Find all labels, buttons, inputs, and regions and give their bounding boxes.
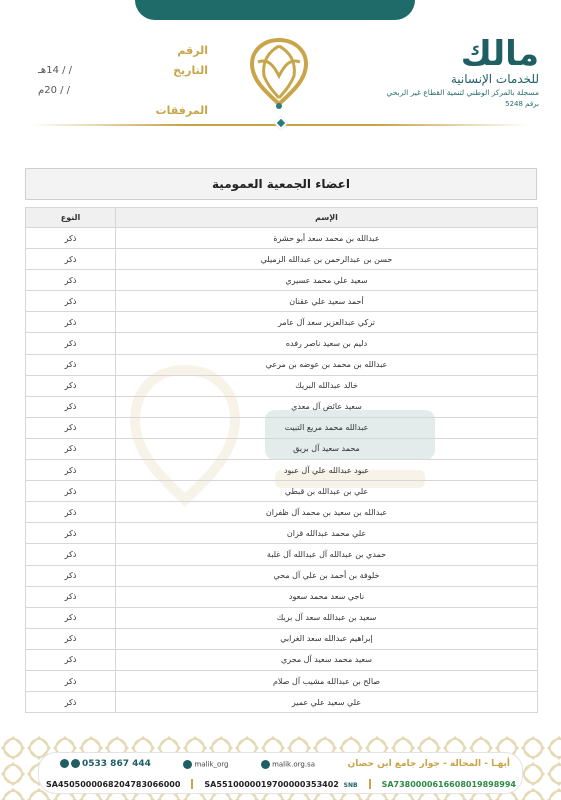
brand-block	[359, 36, 539, 108]
member-name: سعيد محمد سعيد آل مجري	[116, 649, 538, 670]
meta-row-hijri-date	[38, 60, 208, 80]
member-name: علي بن عبدالله بن قبطي	[116, 481, 538, 502]
diamond-ornament-icon	[274, 116, 288, 130]
member-name: محمد سعيد آل بريق	[116, 438, 538, 459]
member-name: علي محمد عبدالله قزان	[116, 523, 538, 544]
globe-icon	[261, 760, 270, 769]
member-gender: ذكر	[26, 460, 116, 481]
member-name: إبراهيم عبدالله سعد الغرابي	[116, 628, 538, 649]
meta-value-gregorian-date: / / 20م	[38, 84, 71, 96]
social-media-icon	[183, 760, 192, 769]
member-gender: ذكر	[26, 692, 116, 713]
member-name: دليم بن سعيد ناصر رفده	[116, 333, 538, 354]
member-gender: ذكر	[26, 312, 116, 333]
table-row	[26, 396, 538, 417]
brand-logo-text: مالك	[460, 34, 539, 74]
footer-ibans	[46, 777, 516, 791]
meta-row-number	[38, 40, 208, 60]
table-row	[26, 502, 538, 523]
member-gender: ذكر	[26, 228, 116, 249]
member-name: سعيد عائض آل معدي	[116, 396, 538, 417]
member-name: سعيد علي محمد عسيري	[116, 270, 538, 291]
iban-2: SA5510000019700000353402	[204, 779, 339, 789]
member-name: تركي عبدالعزيز سعد آل عامر	[116, 312, 538, 333]
footer-contacts	[60, 757, 510, 771]
section-title-box	[25, 168, 537, 200]
member-gender: ذكر	[26, 649, 116, 670]
table-row	[26, 523, 538, 544]
member-gender: ذكر	[26, 417, 116, 438]
table-row	[26, 312, 538, 333]
member-name: عبدالله بن محمد سعد أبو حشرة	[116, 228, 538, 249]
member-gender: ذكر	[26, 670, 116, 691]
member-name: عبدالله بن محمد بن عوضه بن مرعي	[116, 354, 538, 375]
member-name: خالد عبدالله البريك	[116, 375, 538, 396]
website-group	[261, 760, 315, 769]
website-url: malik.org.sa	[272, 760, 315, 768]
registration-number: برقم 5248	[505, 100, 539, 108]
member-name: عبدالله محمد مريع التبيت	[116, 417, 538, 438]
table-row	[26, 291, 538, 312]
table-row	[26, 333, 538, 354]
bank-tag-snb: SNB	[343, 781, 358, 789]
table-row	[26, 649, 538, 670]
member-gender: ذكر	[26, 375, 116, 396]
address-text: أبهـا - المحالة - جوار جامع ابن حصان	[347, 759, 510, 769]
table-row	[26, 586, 538, 607]
member-name: حسن بن عبدالرحمن بن عبدالله الزميلي	[116, 249, 538, 270]
meta-label-number: الرقم	[177, 43, 208, 57]
table-row	[26, 481, 538, 502]
emblem-logo-icon	[244, 32, 314, 112]
meta-row-gregorian-date	[38, 80, 208, 100]
member-gender: ذكر	[26, 333, 116, 354]
member-name: صالح بن عبدالله مشيب آل صلام	[116, 670, 538, 691]
meta-label-date: التاريخ	[173, 63, 208, 77]
member-name: عبدالله بن سعيد بن محمد آل ظفران	[116, 502, 538, 523]
member-name: عبود عبدالله علي آل عبود	[116, 460, 538, 481]
iban-3: SA7380000616608019898994	[381, 779, 516, 789]
member-name: حمدي بن عبدالله آل عبدالله آل غلبة	[116, 544, 538, 565]
whatsapp-icon	[60, 759, 69, 768]
table-row	[26, 417, 538, 438]
social-group	[183, 760, 228, 769]
iban-separator	[191, 779, 193, 789]
member-name: علي سعيد علي عمير	[116, 692, 538, 713]
registration-text: مسجلة بالمركز الوطني لتنمية القطاع غير الربحي	[386, 88, 539, 97]
member-gender: ذكر	[26, 438, 116, 459]
meta-value-hijri-date: / / 14هـ	[38, 64, 73, 76]
table-row	[26, 375, 538, 396]
social-handle: malik_org	[194, 760, 229, 768]
table-row	[26, 438, 538, 459]
footer	[0, 735, 561, 800]
header-gender: النوع	[26, 208, 116, 228]
member-gender: ذكر	[26, 354, 116, 375]
member-name: ناجي سعد محمد سعود	[116, 586, 538, 607]
member-gender: ذكر	[26, 481, 116, 502]
table-row	[26, 270, 538, 291]
letterhead	[0, 28, 561, 128]
table-row	[26, 670, 538, 691]
top-decorative-tab	[135, 0, 415, 20]
table-header-row	[26, 208, 538, 228]
table-row	[26, 692, 538, 713]
phone-group	[60, 759, 151, 769]
members-table-body	[26, 228, 538, 713]
member-gender: ذكر	[26, 565, 116, 586]
iban-2-group	[204, 780, 357, 789]
member-gender: ذكر	[26, 628, 116, 649]
table-row	[26, 354, 538, 375]
member-name: سعيد بن عبدالله سعد آل بريك	[116, 607, 538, 628]
table-row	[26, 544, 538, 565]
section-title: اعضاء الجمعية العمومية	[212, 177, 350, 191]
table-row	[26, 460, 538, 481]
meta-row-attachments	[38, 100, 208, 120]
header-name: الإسم	[116, 208, 538, 228]
phone-number: 0533 867 444	[82, 759, 151, 769]
member-gender: ذكر	[26, 586, 116, 607]
iban-1: SA4505000068204783066000	[46, 779, 181, 789]
table-row	[26, 628, 538, 649]
table-row	[26, 565, 538, 586]
document-meta	[38, 40, 208, 120]
table-row	[26, 249, 538, 270]
phone-icon	[71, 759, 80, 768]
member-name: أحمد سعيد علي عقنان	[116, 291, 538, 312]
member-gender: ذكر	[26, 270, 116, 291]
member-gender: ذكر	[26, 502, 116, 523]
member-name: خلوفة بن أحمد بن علي آل محي	[116, 565, 538, 586]
member-gender: ذكر	[26, 249, 116, 270]
member-gender: ذكر	[26, 523, 116, 544]
table-row	[26, 607, 538, 628]
table-row	[26, 228, 538, 249]
members-table	[25, 207, 538, 713]
meta-label-attachments: المرفقات	[155, 103, 208, 117]
member-gender: ذكر	[26, 396, 116, 417]
member-gender: ذكر	[26, 607, 116, 628]
member-gender: ذكر	[26, 291, 116, 312]
brand-subtitle: للخدمات الإنسانية	[450, 72, 539, 86]
iban-separator	[369, 779, 371, 789]
member-gender: ذكر	[26, 544, 116, 565]
